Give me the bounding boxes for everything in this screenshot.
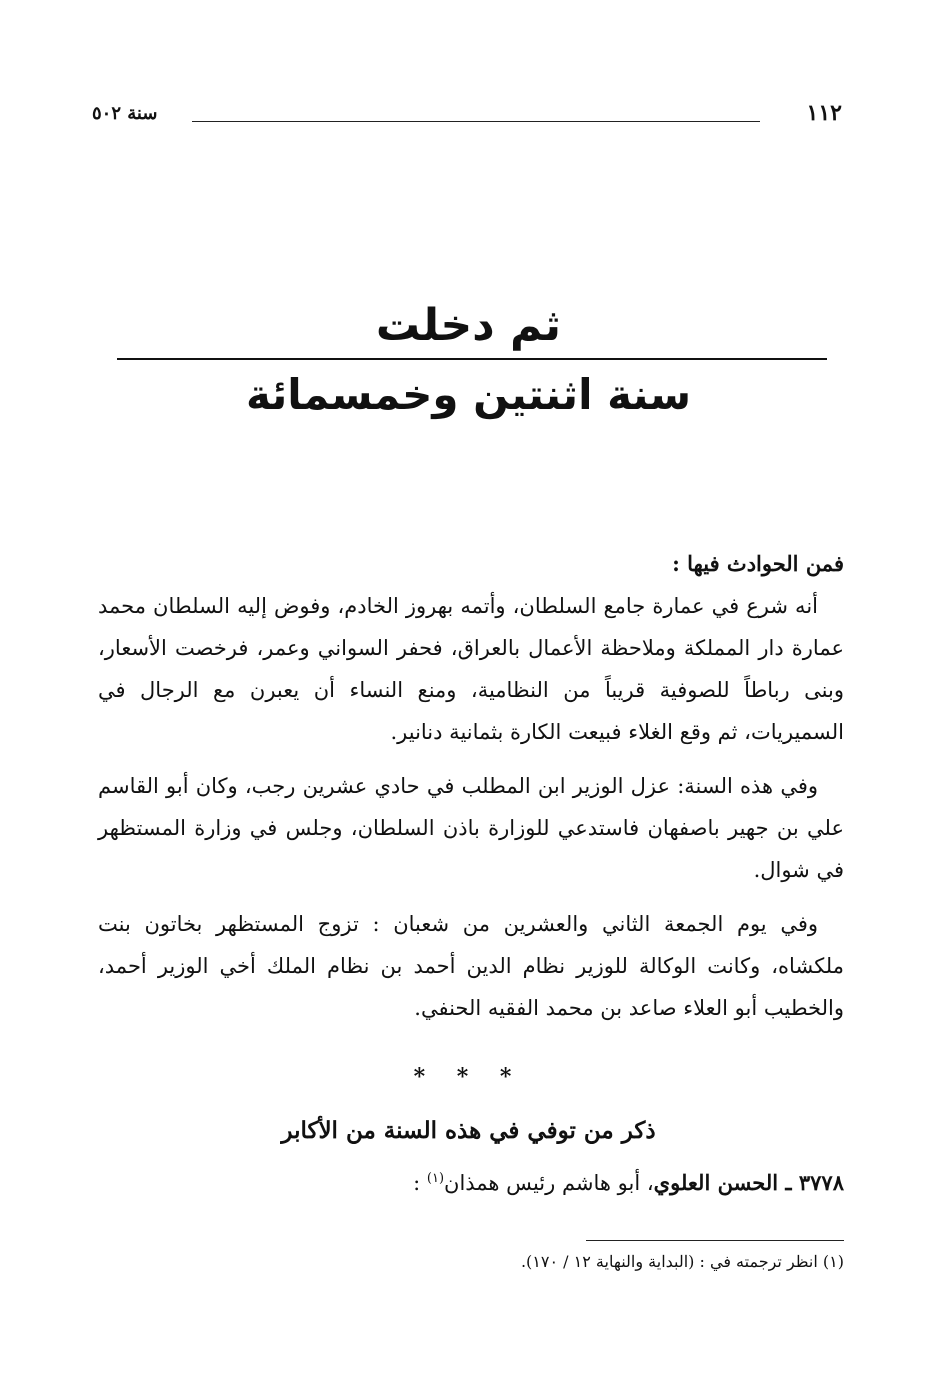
footnote-rule	[586, 1240, 844, 1241]
deaths-section-heading: ذكر من توفي في هذه السنة من الأكابر	[281, 1117, 656, 1144]
title-divider	[117, 358, 827, 360]
chapter-title-line2: سنة اثنتين وخمسمائة	[246, 370, 691, 419]
entry-description: ، أبو هاشم رئيس همذان	[444, 1171, 654, 1195]
entry-number: ٣٧٧٨	[798, 1170, 844, 1195]
paragraph: وفي يوم الجمعة الثاني والعشرين من شعبان : تزوج المستظهر بخاتون بنت ملكشاه، وكانت الوكالة للوزير نظام الدين أحمد بن نظام الملك أخي الوزير أحمد، والخطيب أبو العلاء صاعد بن محمد الفقيه الحنفي.	[98, 912, 844, 1020]
entry-dash: ـ	[778, 1170, 799, 1195]
header-rule	[192, 121, 760, 122]
running-header	[92, 100, 842, 134]
paragraph: وفي هذه السنة: عزل الوزير ابن المطلب في حادي عشرين رجب، وكان أبو القاسم علي بن جهير باصفهان فاستدعي للوزارة باذن السلطان، وجلس في وزارة المستظهر في شوال.	[98, 774, 844, 882]
entry-tail: :	[413, 1171, 427, 1195]
biography-entry	[98, 1170, 844, 1195]
entry-name: الحسن العلوي	[653, 1170, 779, 1195]
section-separator: * * *	[413, 1064, 524, 1090]
events-intro: فمن الحوادث فيها :	[672, 551, 844, 576]
body-text	[98, 543, 844, 1041]
running-year-label: سنة ٥٠٢	[92, 103, 158, 124]
footnote-reference[interactable]: (١)	[426, 1171, 445, 1186]
chapter-title-line1: ثم دخلت	[375, 300, 562, 351]
page-number: ١١٢	[806, 100, 842, 126]
paragraph: أنه شرع في عمارة جامع السلطان، وأتمه بهروز الخادم، وفوض إليه السلطان محمد عمارة دار المملكة وملاحظة الأعمال بالعراق، فحفر السواني وعمر، فرخصت الأسعار، وبنى رباطاً للصوفية قريباً من النظامية، ومنع النساء أن يعبرن مع الرجال في السميريات، ثم وقع الغلاء فبيعت الكارة بثمانية دنانير.	[98, 594, 844, 744]
footnote: (١) انظر ترجمته في : (البداية والنهاية ١٢ / ١٧٠).	[520, 1252, 844, 1271]
